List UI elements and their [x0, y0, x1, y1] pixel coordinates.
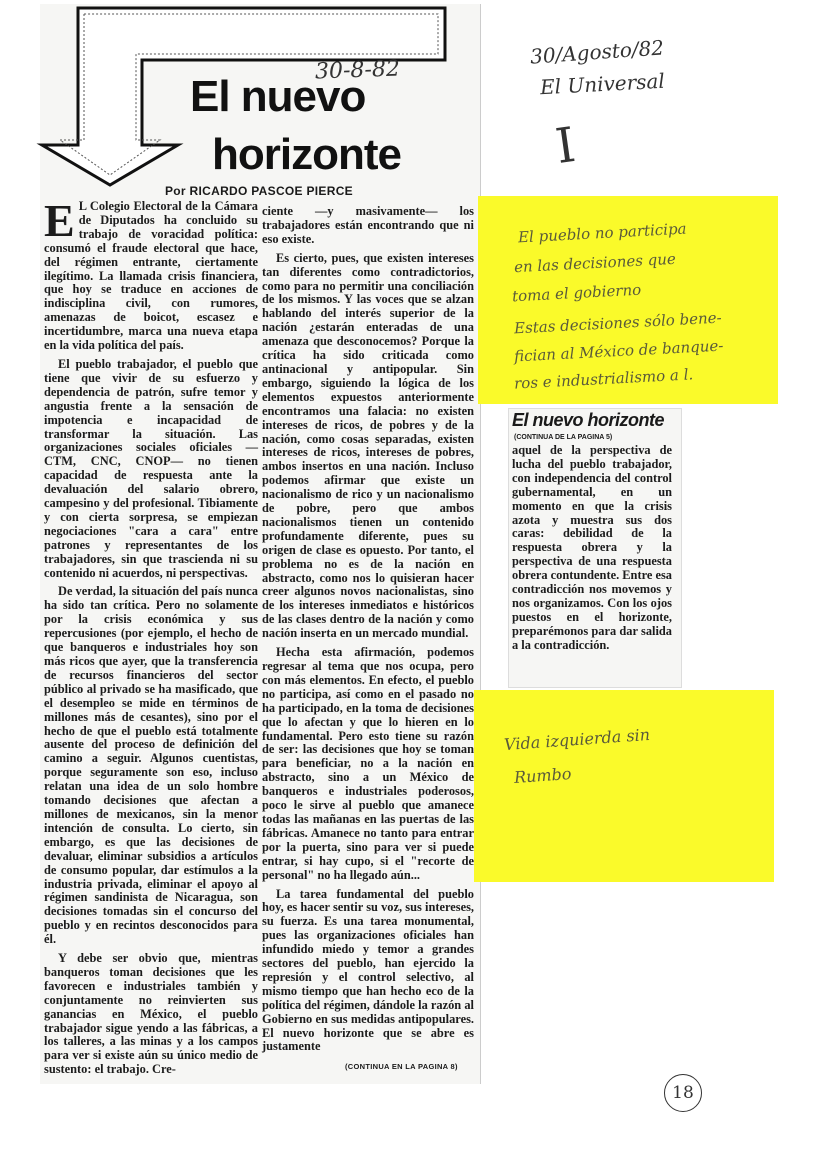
handwritten-date-top: 30/Agosto/82 — [529, 35, 665, 69]
paragraph: L Colegio Electoral de la Cámara de Diputados ha concluido su trabajo de voracidad política: consumó el fraude electoral que hace, del régimen entrante, ciertamente ilegítimo. La llamada crisis financiera, que hoy se traduce en acciones de indisciplina civil, con rumores, amenazas de boicot, escasez e incertidumbre, marca una nueva etapa en la vida política del país. — [44, 199, 258, 353]
handwritten-source: El Universal — [539, 68, 666, 100]
continuation-title: El nuevo horizonte — [512, 410, 665, 430]
article-column-1 — [44, 195, 258, 1082]
note-line: Vida izquierda sin — [503, 724, 651, 755]
note-line: toma el gobierno — [511, 280, 642, 306]
sticky-note-2 — [474, 690, 774, 882]
continuation-subtitle: (CONTINUA DE LA PAGINA 5) — [514, 434, 613, 441]
paragraph: Y debe ser obvio que, mientras banqueros toman decisiones que les favorecen e industriales también y conjuntamente no reinvierten sus ganancias en México, el pueblo trabajador sigue yendo a las fábricas, a los talleres, a las minas y a los campos para ver si existe aún su único medio de sustento: el trabajo. Cre- — [44, 951, 258, 1077]
byline: Por RICARDO PASCOE PIERCE — [165, 184, 353, 198]
paragraph: De verdad, la situación del país nunca ha sido tan crítica. Pero no solamente por la crisis económica y sus repercusiones (por ejemplo, el hecho de que banqueros e industriales hoy son más ricos que ayer, que la transferencia de recursos financieros del sector público al privado se ha masificado, que el desempleo se mide en términos de millones más de cesantes), sino por el hecho de que el pueblo está totalmente ausente del proceso de definición del camino a seguir. Algunos cuentistas, porque seguramente son eso, incluso relatan una idea de un solo hombre tomando decisiones que afectan a millones de mexicanos, sin la menor intención de consulta. Lo cierto, sin embargo, es que las decisiones de devaluar, eliminar subsidios a artículos de consumo popular, dar estímulos a la industria privada, eliminar el apoyo al régimen sandinista de Nicaragua, son decisiones tomadas sin el concurso del pueblo y en recintos desconocidos para él. — [44, 584, 258, 947]
handwritten-roman-numeral: I — [552, 116, 579, 176]
continuation-text: aquel de la perspectiva de lucha del pueblo trabajador, con independencia del control gubernamental, en un momento en que la crisis azota y muestra sus dos caras: debilidad de la respuesta obrera y la perspectiva de una respuesta obrera contundente. Entre esa contradicción nos movemos y nos organizamos. Con los ojos puestos en el horizonte, preparémonos para dar salida a la contradicción. — [512, 443, 672, 652]
note-line: Rumbo — [513, 764, 572, 787]
paragraph: El pueblo trabajador, el pueblo que tiene que vivir de su esfuerzo y dependencia de patrón, sufre temor y angustia frente a la sensación de impotencia e incapacidad de transformar la situación. Las organizaciones sociales oficiales —CTM, CNC, CNOP— no tienen capacidad de respuesta ante la devaluación del salario obrero, campesino y del profesional. Tibiamente y con cierta sorpresa, se empiezan negociaciones "cara a cara" entre patrones y representantes de los trabajadores, sin que trascienda ni su contenido ni acuerdos, ni perspectivas. — [44, 356, 258, 580]
sticky-note-1 — [478, 196, 778, 404]
headline-line1: El nuevo — [190, 72, 366, 121]
clipping-edge-text — [58, 4, 76, 134]
continua-note: (CONTINUA EN LA PAGINA 8) — [345, 1062, 458, 1071]
note-line: ros e industrialismo a l. — [513, 365, 694, 393]
paragraph: ciente —y masivamente— los trabajadores están encontrando que ni eso existe. — [262, 204, 474, 246]
headline-line2: horizonte — [212, 130, 401, 179]
page-number: 18 — [664, 1074, 702, 1112]
paragraph: La tarea fundamental del pueblo hoy, es hacer sentir su voz, sus intereses, su fuerza. Es una tarea monumental, pues las organizaciones oficiales han infundido miedo y temor a grandes sectores del pueblo, han ejercido la represión y el control selectivo, al mismo tiempo que han hecho eco de la política del régimen, dándole la razón al Gobierno en sus medidas antipopulares. El nuevo horizonte que se abre es justamente — [262, 886, 474, 1054]
note-line: Estas decisiones sólo bene- — [513, 308, 723, 338]
note-line: fician al México de banque- — [513, 336, 724, 366]
note-line: en las decisiones que — [513, 249, 677, 277]
paragraph: Hecha esta afirmación, podemos regresar al tema que nos ocupa, pero con más elementos. En efecto, el pueblo no participa, así como en el pasado no ha participado, en la toma de decisiones que lo afectan y que lo hieren en lo fundamental. Pero esto tiene su razón de ser: las decisiones que hoy se toman para beneficiar, no a la nación en abstracto, sino a un México de banqueros e industriales poderosos, poco le sirve al pueblo que amanece todas las mañanas en las puertas de las fábricas. Amanece no tanto para entrar por la puerta, sino para ver si puede entrar, si hay cupo, si el "recorte de personal" no ha llegado aún... — [262, 645, 474, 882]
paragraph: Es cierto, pues, que existen intereses tan diferentes como contradictorios, como para no permitir una conciliación de los mismos. Y las voces que se alzan hablando del interés superior de la nación ¿estarán enteradas de una amenaza que desconocemos? Porque la crítica ha sido criticada como antinacional y antipopular. Sin embargo, siguiendo la lógica de los elementos expuestos anteriormente encontramos una falacia: no existen intereses de ricos, de pobres y de la nación, como cosas separadas, existen intereses de ricos, intereses de pobres, ambos insertos en una nación. Incluso podemos afirmar que existe un nacionalismo de rico y un nacionalismo de pobre, pero que ambos nacionalismos tienen un contenido profundamente diferente, pues su origen de clase es opuesto. Por tanto, el problema no es de la nación en abstracto, como nos lo quisieran hacer creer algunos novos nacionalistas, sino de los intereses inmediatos e históricos de las clases dentro de la nación y como nación inserta en un mercado mundial. — [262, 250, 474, 641]
drop-cap: E — [44, 195, 75, 246]
handwritten-date: 30-8-82 — [314, 56, 401, 85]
note-line: El pueblo no participa — [517, 219, 687, 247]
article-column-2 — [262, 205, 474, 1059]
